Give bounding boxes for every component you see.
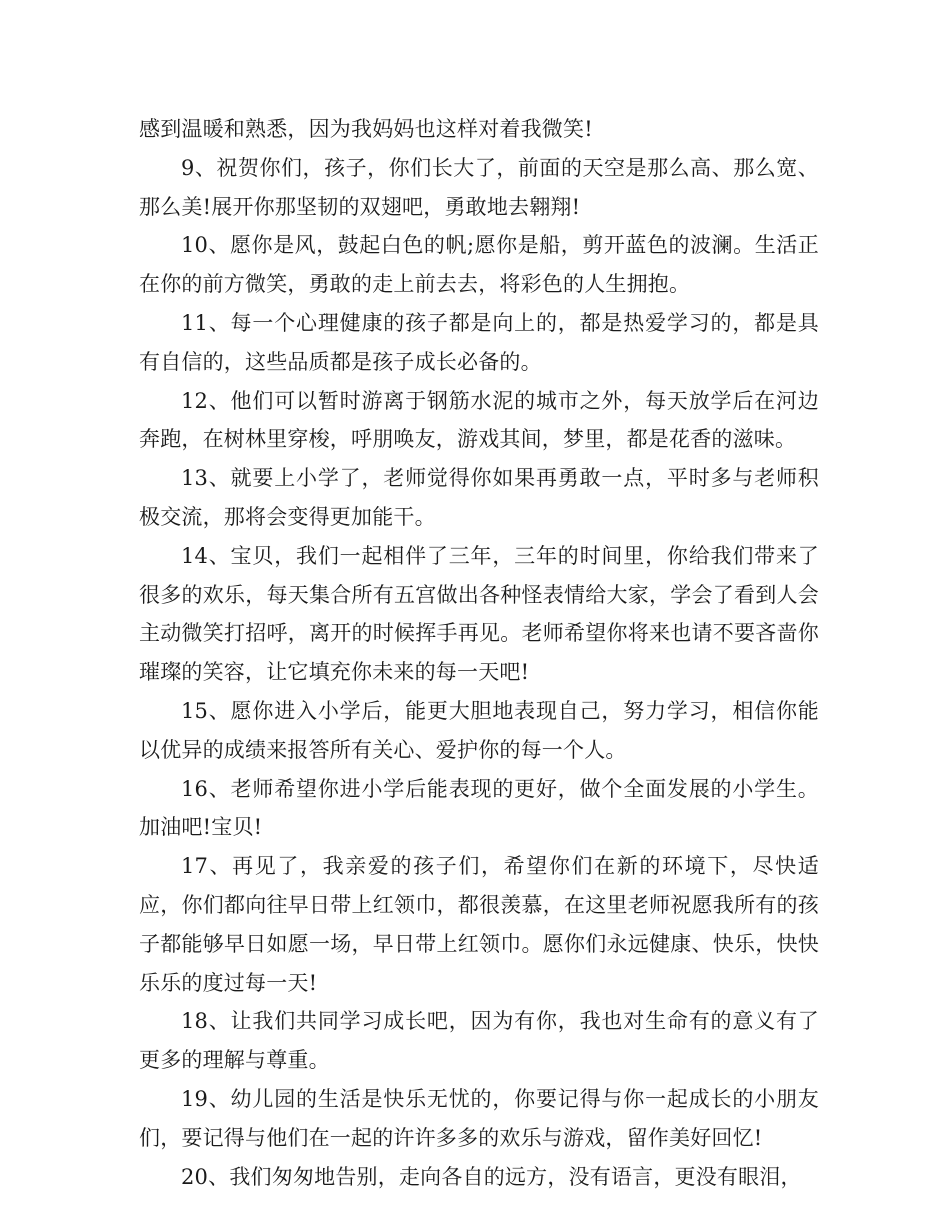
paragraph-continuation: 感到温暖和熟悉，因为我妈妈也这样对着我微笑! <box>139 117 593 141</box>
paragraph-17: 17、再见了，我亲爱的孩子们，希望你们在新的环境下，尽快适应，你们都向往早日带上红领巾，都很羡慕，在这里老师祝愿我所有的孩子都能够早日如愿一场，早日带上红领巾。愿你们永远健康、快乐，快快乐乐的度过每一天! <box>139 854 819 995</box>
paragraph-10: 10、愿你是风，鼓起白色的帆;愿你是船，剪开蓝色的波澜。生活正在你的前方微笑，勇敢的走上前去去，将彩色的人生拥抱。 <box>139 233 819 297</box>
paragraph-12: 12、他们可以暂时游离于钢筋水泥的城市之外，每天放学后在河边奔跑，在树林里穿梭，呼朋唤友，游戏其间，梦里，都是花香的滋味。 <box>139 388 819 452</box>
paragraph-18: 18、让我们共同学习成长吧，因为有你，我也对生命有的意义有了更多的理解与尊重。 <box>139 1009 819 1073</box>
paragraph-16: 16、老师希望你进小学后能表现的更好，做个全面发展的小学生。加油吧!宝贝! <box>139 776 819 840</box>
paragraph-14: 14、宝贝，我们一起相伴了三年，三年的时间里，你给我们带来了很多的欢乐，每天集合所有五宫做出各种怪表情给大家，学会了看到人会主动微笑打招呼，离开的时候挥手再见。老师希望你将来也请不要吝啬你璀璨的笑容，让它填充你未来的每一天吧! <box>139 543 819 685</box>
paragraph-11: 11、每一个心理健康的孩子都是向上的，都是热爱学习的，都是具有自信的，这些品质都是孩子成长必备的。 <box>139 310 819 374</box>
paragraph-15: 15、愿你进入小学后，能更大胆地表现自己，努力学习，相信你能以优异的成绩来报答所有关心、爱护你的每一个人。 <box>139 698 819 762</box>
paragraph-19: 19、幼儿园的生活是快乐无忧的，你要记得与你一起成长的小朋友们，要记得与他们在一起的许许多多的欢乐与游戏，留作美好回忆! <box>139 1086 819 1150</box>
paragraph-9: 9、祝贺你们，孩子，你们长大了，前面的天空是那么高、那么宽、那么美!展开你那坚韧的双翅吧，勇敢地去翱翔! <box>139 155 819 219</box>
paragraph-20: 20、我们匆匆地告别，走向各自的远方，没有语言，更没有眼泪， <box>181 1164 802 1189</box>
paragraph-13: 13、就要上小学了，老师觉得你如果再勇敢一点，平时多与老师积极交流，那将会变得更加能干。 <box>139 466 819 529</box>
document-body <box>139 110 819 1196</box>
